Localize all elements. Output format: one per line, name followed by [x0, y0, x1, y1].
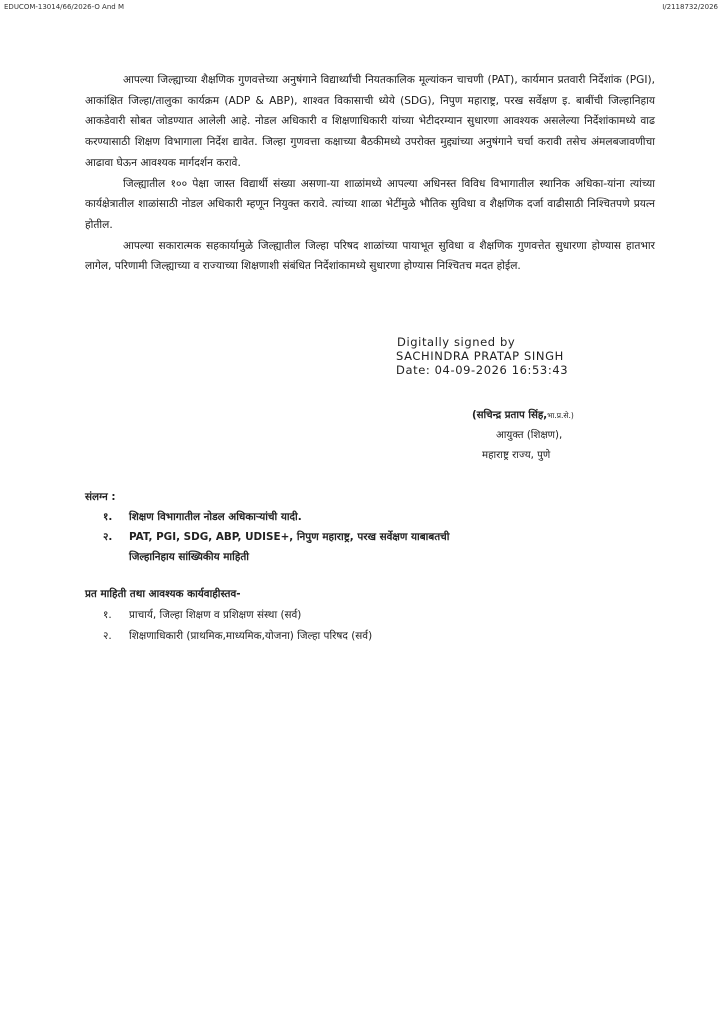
copies-item-text: शिक्षणाधिकारी (प्राथमिक,माध्यमिक,योजना) जिल्हा परिषद (सर्व) [129, 630, 373, 642]
signature-name: SACHINDRA PRATAP SINGH [396, 349, 564, 363]
signatory-block [472, 406, 574, 466]
signature-line-1: Digitally signed by [397, 335, 516, 349]
copies-item-text: प्राचार्य, जिल्हा शिक्षण व प्रशिक्षण संस्था (सर्व) [129, 609, 302, 621]
body-paragraph-3: आपल्या सकारात्मक सहकार्यामुळे जिल्ह्यातील जिल्हा परिषद शाळांच्या पायाभूत सुविधा व शैक्षणिक गुणवत्तेत सुधारणा होण्यास हातभार लागेल, परिणामी जिल्ह्याच्या व राज्याच्या शिक्षणाशी संबंधित निर्देशांकामध्ये सुधारणा होण्यास निश्चितच मदत होईल. [85, 239, 655, 273]
signature-date: Date: 04-09-2026 16:53:43 [396, 363, 569, 377]
signatory-name: (सचिन्द्र प्रताप सिंह, [472, 410, 548, 421]
annexure-section [85, 487, 645, 567]
file-reference-left: EDUCOM-13014/66/2026-O And M [4, 3, 124, 11]
signatory-service-suffix: भा.प्र.से.) [547, 411, 574, 420]
body-paragraph-2: जिल्ह्यातील १०० पेक्षा जास्त विद्यार्थी संख्या असणा-या शाळांमध्ये आपल्या अधिनस्त विविध विभागातील स्थानिक अधिका-यांना त्यांच्या कार्यक्षेत्रातील शाळांसाठी नोडल अधिकारी म्हणून नियुक्त करावे. त्यांच्या शाळा भेटींमुळे भौतिक सुविधा व शैक्षणिक दर्जा वाढीसाठी निश्चितपणे प्रयत्न होतील. [85, 177, 655, 231]
annexure-item-number: २. [103, 531, 113, 543]
copies-item [85, 626, 645, 647]
annexure-item-number: १. [103, 511, 113, 523]
annexure-item [85, 527, 645, 567]
signatory-office: महाराष्ट्र राज्य, पुणे [482, 450, 551, 461]
file-reference-right: I/2118732/2026 [662, 3, 718, 11]
letter-body [85, 70, 655, 277]
digital-signature-stamp [396, 335, 568, 377]
annexure-item-text: शिक्षण विभागातील नोडल अधिकाऱ्यांची यादी. [129, 511, 302, 523]
annexure-item [85, 507, 645, 527]
copies-item-number: २. [103, 630, 112, 642]
copies-section [85, 584, 645, 647]
signatory-designation: आयुक्त (शिक्षण), [496, 430, 563, 441]
copies-heading: प्रत माहिती तथा आवश्यक कार्यवाहीस्तव- [85, 588, 241, 600]
copies-item-number: १. [103, 609, 112, 621]
annexure-item-text-continued: जिल्हानिहाय सांख्यिकीय माहिती [129, 551, 249, 563]
annexure-item-text: PAT, PGI, SDG, ABP, UDISE+, निपुण महाराष्ट्र, परख सर्वेक्षण याबाबतची [129, 531, 450, 543]
body-paragraph-1: आपल्या जिल्ह्याच्या शैक्षणिक गुणवत्तेच्या अनुषंगाने विद्यार्थ्यांची नियतकालिक मूल्यांकन चाचणी (PAT), कार्यमान प्रतवारी निर्देशांक (PGI), आकांक्षित जिल्हा/तालुका कार्यक्रम (ADP & ABP), शाश्वत विकासाची ध्येये (SDG), निपुण महाराष्ट्र, परख सर्वेक्षण इ. बाबींची जिल्हानिहाय आकडेवारी सोबत जोडण्यात आलेली आहे. नोडल अधिकारी व शिक्षणाधिकारी यांच्या भेटीदरम्यान सुधारणा आवश्यक असलेल्या निर्देशांकामध्ये वाढ करण्यासाठी शिक्षण विभागाला निर्देश द्यावेत. जिल्हा गुणवत्ता कक्षाच्या बैठकीमध्ये उपरोक्त मुद्द्यांच्या अनुषंगाने चर्चा करावी तसेच अंमलबजावणीचा आढावा घेऊन आवश्यक मार्गदर्शन करावे. [85, 74, 655, 169]
copies-item [85, 605, 645, 626]
annexure-heading: संलग्न : [85, 491, 116, 503]
